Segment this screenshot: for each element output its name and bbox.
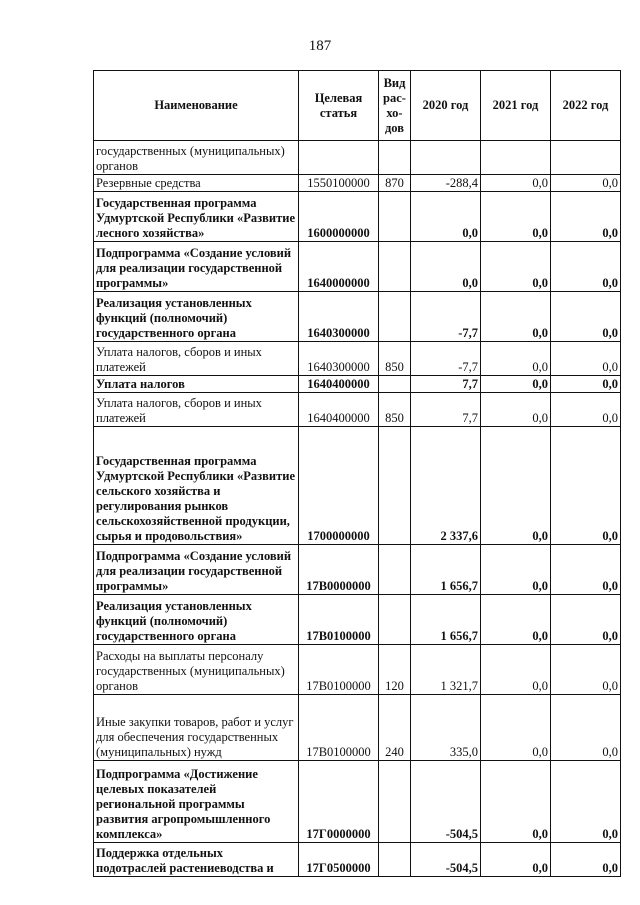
table-row [94,695,621,761]
row-name-cell: Реализация установленных функций (полномочий) государственного органа [94,292,299,342]
table-row [94,141,621,175]
row-2020-cell: 2 337,6 [411,427,481,545]
row-2020-cell: 7,7 [411,393,481,427]
row-vid-cell [379,141,411,175]
row-target-cell: 1640300000 [299,342,379,376]
row-2021-cell: 0,0 [481,595,551,645]
row-2022-cell: 0,0 [551,645,621,695]
row-name-cell: Подпрограмма «Достижение целевых показателей региональной программы развития агропромышленного комплекса» [94,761,299,843]
row-target-cell: 17В0100000 [299,595,379,645]
table-row [94,393,621,427]
row-target-cell: 1640300000 [299,292,379,342]
row-2022-cell: 0,0 [551,342,621,376]
row-2020-cell: 7,7 [411,376,481,393]
table-row [94,175,621,192]
table-row [94,595,621,645]
row-name-cell: Подпрограмма «Создание условий для реализации государственной программы» [94,545,299,595]
row-name-cell: Уплата налогов [94,376,299,393]
row-2020-cell: 1 656,7 [411,595,481,645]
row-2022-cell: 0,0 [551,192,621,242]
table-header-row [94,71,621,141]
row-2022-cell: 0,0 [551,292,621,342]
row-target-cell: 1640400000 [299,393,379,427]
budget-table [93,70,621,877]
row-2021-cell: 0,0 [481,242,551,292]
row-vid-cell: 240 [379,695,411,761]
table-row [94,843,621,877]
row-vid-cell: 850 [379,393,411,427]
row-2021-cell: 0,0 [481,393,551,427]
table-row [94,292,621,342]
header-2021: 2021 год [481,71,551,141]
row-2021-cell: 0,0 [481,342,551,376]
row-vid-cell: 120 [379,645,411,695]
row-name-cell: Уплата налогов, сборов и иных платежей [94,342,299,376]
row-2022-cell: 0,0 [551,695,621,761]
row-2021-cell: 0,0 [481,695,551,761]
row-2020-cell [411,141,481,175]
row-name-cell: Поддержка отдельных подотраслей растениеводства и [94,843,299,877]
row-vid-cell [379,761,411,843]
table-row [94,427,621,545]
row-vid-cell [379,427,411,545]
table-row [94,761,621,843]
row-target-cell: 1640400000 [299,376,379,393]
row-target-cell: 1550100000 [299,175,379,192]
row-2022-cell [551,141,621,175]
header-2022: 2022 год [551,71,621,141]
table-body [94,141,621,877]
table-row [94,192,621,242]
row-2020-cell: 1 321,7 [411,645,481,695]
row-target-cell: 1640000000 [299,242,379,292]
row-2020-cell: -288,4 [411,175,481,192]
row-name-cell: Уплата налогов, сборов и иных платежей [94,393,299,427]
header-vid: Вид рас- хо- дов [379,71,411,141]
row-vid-cell: 850 [379,342,411,376]
table-row [94,242,621,292]
row-2020-cell: 0,0 [411,192,481,242]
row-vid-cell [379,192,411,242]
row-2021-cell: 0,0 [481,761,551,843]
row-2022-cell: 0,0 [551,761,621,843]
row-2020-cell: -7,7 [411,292,481,342]
row-2020-cell: -504,5 [411,761,481,843]
row-2021-cell: 0,0 [481,843,551,877]
header-target: Целевая статья [299,71,379,141]
row-target-cell: 17В0100000 [299,645,379,695]
header-2020: 2020 год [411,71,481,141]
row-name-cell: Реализация установленных функций (полномочий) государственного органа [94,595,299,645]
row-vid-cell [379,292,411,342]
row-2021-cell: 0,0 [481,376,551,393]
table-row [94,645,621,695]
row-2022-cell: 0,0 [551,393,621,427]
row-vid-cell [379,242,411,292]
row-2022-cell: 0,0 [551,376,621,393]
row-target-cell: 17Г0000000 [299,761,379,843]
row-target-cell: 1600000000 [299,192,379,242]
row-vid-cell [379,843,411,877]
row-2021-cell [481,141,551,175]
row-vid-cell [379,595,411,645]
row-target-cell: 17В0000000 [299,545,379,595]
row-2021-cell: 0,0 [481,645,551,695]
table-row [94,342,621,376]
row-target-cell: 17Г0500000 [299,843,379,877]
row-vid-cell: 870 [379,175,411,192]
row-2021-cell: 0,0 [481,545,551,595]
row-2022-cell: 0,0 [551,175,621,192]
row-2022-cell: 0,0 [551,595,621,645]
row-2021-cell: 0,0 [481,292,551,342]
row-name-cell: Подпрограмма «Создание условий для реализации государственной программы» [94,242,299,292]
row-name-cell: Иные закупки товаров, работ и услуг для обеспечения государственных (муниципальных) нужд [94,695,299,761]
row-2020-cell: 0,0 [411,242,481,292]
page-number: 187 [308,38,332,54]
row-2020-cell: -504,5 [411,843,481,877]
row-2021-cell: 0,0 [481,427,551,545]
table-row [94,376,621,393]
row-name-cell: Государственная программа Удмуртской Республики «Развитие сельского хозяйства и регулирования рынков сельскохозяйственной продукции, сырья и продовольствия» [94,427,299,545]
row-name-cell: Государственная программа Удмуртской Республики «Развитие лесного хозяйства» [94,192,299,242]
table-row [94,545,621,595]
row-target-cell: 17В0100000 [299,695,379,761]
row-2022-cell: 0,0 [551,545,621,595]
row-2020-cell: 335,0 [411,695,481,761]
row-2021-cell: 0,0 [481,192,551,242]
header-name: Наименование [94,71,299,141]
row-vid-cell [379,545,411,595]
row-2021-cell: 0,0 [481,175,551,192]
row-vid-cell [379,376,411,393]
row-2020-cell: -7,7 [411,342,481,376]
row-name-cell: Расходы на выплаты персоналу государственных (муниципальных) органов [94,645,299,695]
row-2020-cell: 1 656,7 [411,545,481,595]
row-2022-cell: 0,0 [551,427,621,545]
row-name-cell: Резервные средства [94,175,299,192]
row-2022-cell: 0,0 [551,242,621,292]
row-2022-cell: 0,0 [551,843,621,877]
row-target-cell [299,141,379,175]
row-name-cell: государственных (муниципальных) органов [94,141,299,175]
row-target-cell: 1700000000 [299,427,379,545]
